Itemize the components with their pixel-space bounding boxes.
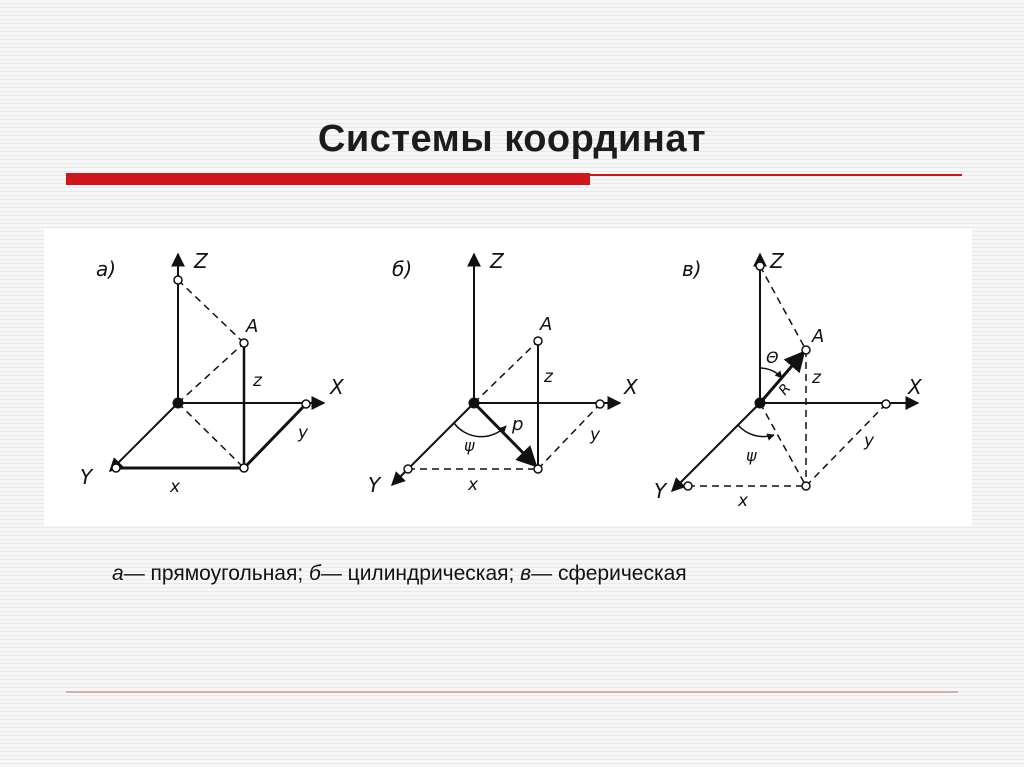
- panel-a-z-coord: z: [253, 371, 262, 391]
- panel-v-point-A: [802, 346, 810, 354]
- panel-b-origin: [470, 399, 479, 408]
- panel-a-origin: [174, 399, 183, 408]
- panel-b-z-label: Z: [490, 249, 504, 273]
- panel-v-x-coord: x: [738, 491, 749, 511]
- panel-b-radius-arrow: [474, 403, 536, 466]
- panel-a-y-axis: [110, 403, 178, 471]
- panel-b-point-label: A: [540, 314, 553, 335]
- panel-b-angle-arc: [454, 423, 506, 437]
- coordinate-systems-svg: [44, 228, 972, 526]
- panel-v-polar-arc: [760, 368, 782, 378]
- panel-b-radius-label: p: [512, 414, 524, 435]
- panel-v-origin: [756, 399, 765, 408]
- panel-a-point-label: A: [246, 316, 259, 337]
- caption-letter-v: в: [520, 562, 532, 585]
- caption-letter-b: б: [309, 562, 321, 585]
- caption-text-v: — сферическая: [531, 562, 687, 585]
- panel-v-point-label: A: [812, 326, 825, 347]
- panel-b-x-label: X: [624, 375, 638, 399]
- title-underline-thick: [66, 173, 590, 185]
- panel-a-x-coord: x: [170, 477, 181, 497]
- panel-b-y-coord: y: [590, 425, 601, 445]
- panel-a-z-label: Z: [194, 249, 208, 273]
- panel-v-azimuth-label: ψ: [746, 446, 757, 465]
- caption-letter-a: а: [112, 562, 124, 585]
- panel-b-z-coord: z: [544, 367, 553, 387]
- panel-a-point-A: [240, 339, 248, 347]
- panel-b-point-A: [534, 337, 542, 345]
- panel-spherical: [654, 249, 923, 511]
- panel-v-x-label: X: [908, 375, 922, 399]
- panel-v-z-coord: z: [812, 368, 821, 388]
- panel-a-y-coord: y: [298, 423, 309, 443]
- panel-v-azimuth-arc: [738, 425, 774, 437]
- coordinate-systems-figure: [44, 228, 972, 526]
- panel-v-z-label: Z: [770, 249, 784, 273]
- panel-b-x-coord: x: [468, 475, 479, 495]
- footer-divider: [66, 691, 958, 693]
- panel-v-polar-label: Θ: [766, 348, 779, 367]
- panel-a-letter: а): [96, 257, 117, 281]
- panel-rectangular: [80, 249, 345, 497]
- panel-b-y-axis: [392, 403, 474, 485]
- panel-cylindrical: [368, 249, 639, 497]
- panel-a-y-segment: [244, 404, 306, 468]
- panel-v-letter: в): [682, 257, 702, 281]
- caption-text-b: — цилиндрическая;: [320, 562, 521, 585]
- panel-v-y-label: Y: [654, 479, 667, 503]
- caption-text-a: — прямоугольная;: [123, 562, 310, 585]
- panel-b-letter: б): [392, 257, 413, 281]
- panel-a-y-label: Y: [80, 465, 93, 489]
- title-underline-thin: [590, 174, 962, 176]
- panel-a-x-label: X: [330, 375, 344, 399]
- panel-v-y-coord: y: [864, 431, 875, 451]
- slide-title: Системы координат: [317, 118, 707, 160]
- figure-caption: [112, 562, 687, 586]
- panel-b-y-label: Y: [368, 473, 381, 497]
- panel-v-radius-label: R: [775, 380, 795, 399]
- panel-b-angle-label: ψ: [464, 436, 475, 455]
